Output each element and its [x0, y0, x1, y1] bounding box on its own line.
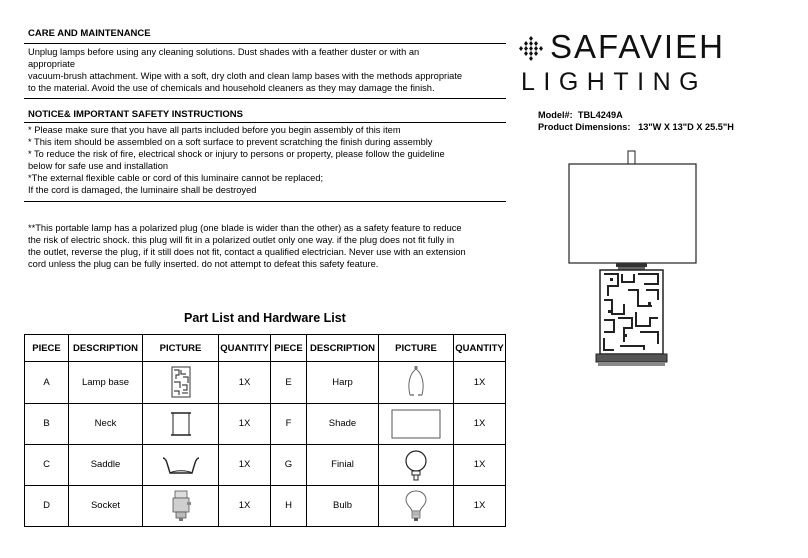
polarized-text [28, 222, 506, 270]
quantity-cell: 1X [454, 403, 506, 444]
lamp-illustration [560, 150, 710, 375]
safety-bottom-divider [24, 201, 506, 202]
piece-cell: A [25, 362, 69, 403]
safety-title: NOTICE& IMPORTANT SAFETY INSTRUCTIONS [28, 109, 243, 120]
model-label: Model#: [538, 110, 573, 120]
logo-brand-text: SAFAVIEH [550, 28, 725, 65]
logo-mark-icon [514, 34, 548, 64]
col-header: DESCRIPTION [307, 335, 379, 362]
description-cell: Socket [69, 485, 143, 526]
table-row [25, 485, 506, 526]
picture-cell [379, 444, 454, 485]
safety-divider [24, 122, 506, 123]
picture-cell [379, 362, 454, 403]
description-cell: Shade [307, 403, 379, 444]
harp-icon [406, 365, 426, 399]
col-header: PICTURE [379, 335, 454, 362]
polarized-line: cord unless the plug can be fully inserted. do not attempt to defeat this safety feature. [28, 259, 379, 269]
dims-value: 13"W X 13"D X 25.5"H [638, 122, 734, 132]
shade-icon [391, 409, 441, 439]
quantity-cell: 1X [219, 403, 271, 444]
polarized-line: **This portable lamp has a polarized plug (one blade is wider than the other) as a safety feature to reduce [28, 223, 462, 233]
piece-cell: B [25, 403, 69, 444]
care-text [28, 46, 506, 94]
model-number [538, 110, 623, 120]
polarized-line: the risk of electric shock. this plug will fit in a polarized outlet only one way. if the plug does not fit fully in [28, 235, 455, 245]
quantity-cell: 1X [219, 485, 271, 526]
parts-table [24, 334, 506, 527]
neck-icon [168, 411, 194, 437]
description-cell: Finial [307, 444, 379, 485]
col-header: PICTURE [143, 335, 219, 362]
picture-cell [379, 485, 454, 526]
saddle-icon [161, 454, 201, 476]
polarized-line: the outlet, reverse the plug, if it still does not fit, contact a qualified electrician. Never use with an extension [28, 247, 466, 257]
picture-cell [143, 444, 219, 485]
parts-title: Part List and Hardware List [184, 311, 346, 325]
care-line: to the material. Avoid the use of chemicals and household cleaners as they may damage the finish. [28, 83, 435, 93]
picture-cell [143, 403, 219, 444]
care-line: vacuum-brush attachment. Wipe with a soft, dry cloth and clean lamp bases with the methods appropriate [28, 71, 463, 81]
table-header-row [25, 335, 506, 362]
lamp-base-icon [170, 366, 192, 398]
care-line: Unplug lamps before using any cleaning solutions. Dust shades with a feather duster or with an [28, 47, 420, 57]
brand-logo [514, 30, 804, 102]
care-divider [24, 43, 506, 44]
care-title: CARE AND MAINTENANCE [28, 28, 151, 39]
picture-cell [143, 362, 219, 403]
dims-label: Product Dimensions: [538, 122, 631, 132]
quantity-cell: 1X [454, 485, 506, 526]
piece-cell: F [271, 403, 307, 444]
description-cell: Saddle [69, 444, 143, 485]
picture-cell [379, 403, 454, 444]
table-row [25, 403, 506, 444]
quantity-cell: 1X [219, 362, 271, 403]
description-cell: Neck [69, 403, 143, 444]
table-row [25, 444, 506, 485]
description-cell: Bulb [307, 485, 379, 526]
bulb-icon [405, 490, 427, 522]
safety-text [28, 124, 506, 196]
product-dimensions [538, 122, 734, 132]
model-value: TBL4249A [577, 110, 623, 120]
piece-cell: G [271, 444, 307, 485]
safety-line: below for safe use and installation [28, 161, 169, 171]
col-header: DESCRIPTION [69, 335, 143, 362]
quantity-cell: 1X [454, 362, 506, 403]
picture-cell [143, 485, 219, 526]
piece-cell: D [25, 485, 69, 526]
care-line: appropriate [28, 59, 76, 69]
piece-cell: C [25, 444, 69, 485]
piece-cell: H [271, 485, 307, 526]
safety-line: * To reduce the risk of fire, electrical shock or injury to persons or property, please follow the guideline [28, 149, 445, 159]
table-row [25, 362, 506, 403]
care-bottom-divider [24, 98, 506, 99]
socket-icon [170, 490, 192, 522]
quantity-cell: 1X [219, 444, 271, 485]
col-header: QUANTITY [219, 335, 271, 362]
finial-icon [404, 449, 428, 481]
description-cell: Lamp base [69, 362, 143, 403]
description-cell: Harp [307, 362, 379, 403]
col-header: QUANTITY [454, 335, 506, 362]
quantity-cell: 1X [454, 444, 506, 485]
safety-line: If the cord is damaged, the luminaire shall be destroyed [28, 185, 257, 195]
col-header: PIECE [25, 335, 69, 362]
safety-line: *The external flexible cable or cord of this luminaire cannot be replaced; [28, 173, 324, 183]
safety-line: * Please make sure that you have all parts included before you begin assembly of this item [28, 125, 401, 135]
safety-line: * This item should be assembled on a soft surface to prevent scratching the finish during assembly [28, 137, 433, 147]
col-header: PIECE [271, 335, 307, 362]
piece-cell: E [271, 362, 307, 403]
logo-sub-text: LIGHTING [521, 68, 708, 96]
